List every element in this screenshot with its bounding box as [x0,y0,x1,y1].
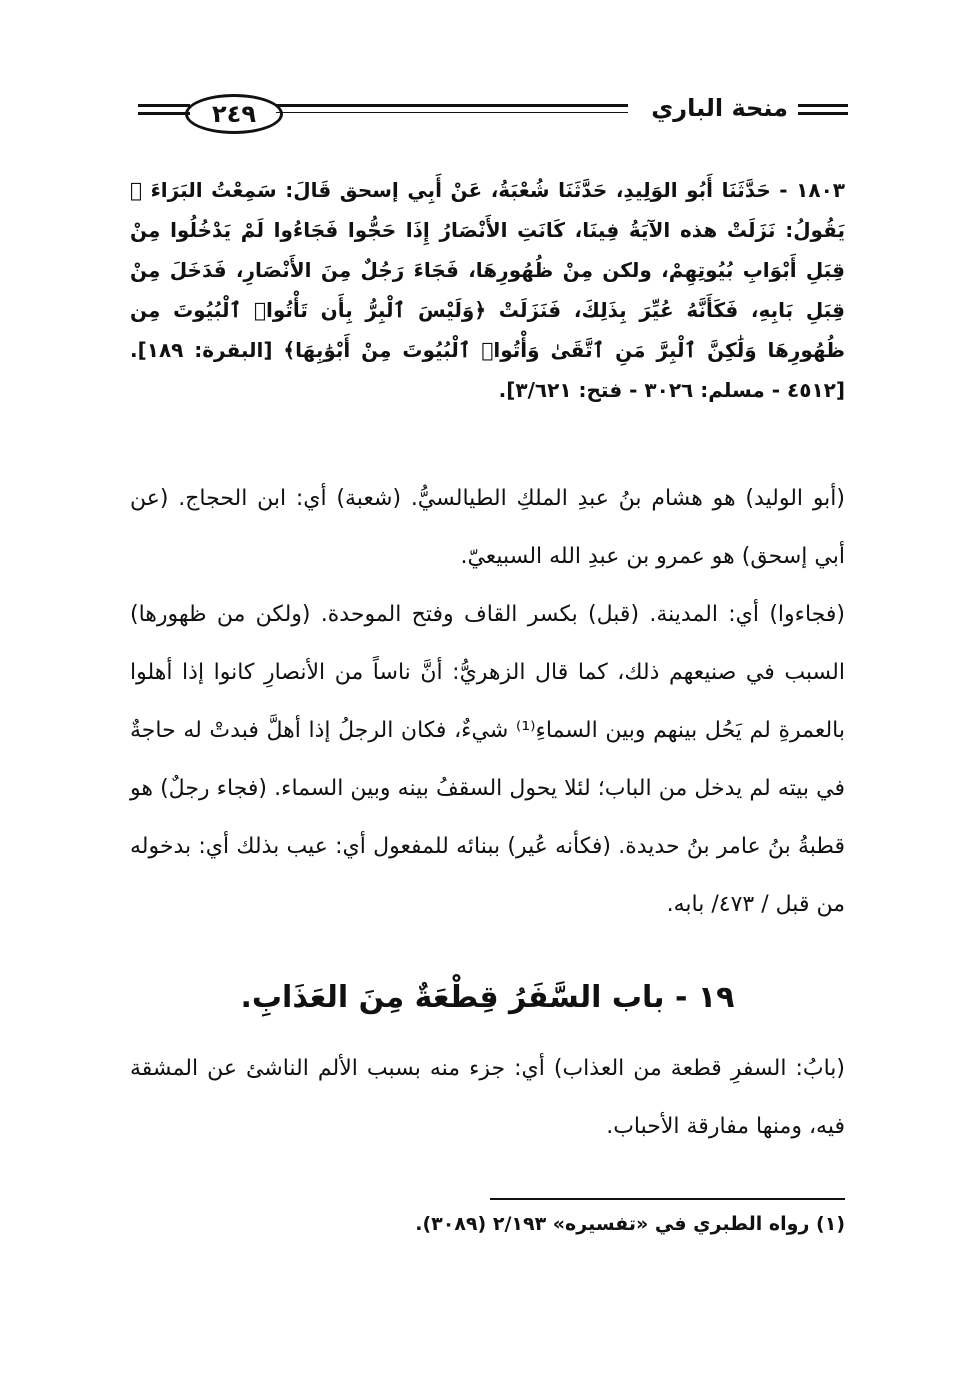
page-header [138,90,848,140]
header-rule-middle [276,104,628,107]
header-rule-middle [276,112,628,113]
commentary-paragraph: (أبو الوليد) هو هشام بنُ عبدِ الملكِ الطيالسيُّ. (شعبة) أي: ابن الحجاج. (عن أبي إسحق) هو عمرو بن عبدِ الله السبيعيّ. [130,486,845,569]
commentary [130,470,845,934]
header-rule-right [798,112,848,115]
page-number: ٢٤٩ [185,94,283,134]
hadith-text: ١٨٠٣ - حَدَّثَنَا أَبُو الوَلِيدِ، حَدَّثَنَا شُعْبَةُ، عَنْ أَبِي إسحق قَالَ: سَمِعْتُ البَرَاءَ ﷺ يَقُولُ: نَزَلَتْ هذه الآيَةُ فِينَا، كَانَتِ الأَنْصَارُ إِذَا حَجُّوا فَجَاءُوا لَمْ يَدْخُلُوا مِنْ قِبَلِ أَبْوَابِ بُيُوتِهِمْ، ولكن مِنْ ظُهُورِهَا، فَجَاءَ رَجُلٌ مِنَ الأَنْصَارِ، فَدَخَلَ مِنْ قِبَلِ بَابِهِ، فَكَأَنَّهُ عُيِّرَ بِذَلِكَ، فَنَزَلَتْ ﴿وَلَيْسَ ٱلْبِرُّ بِأَن تَأْتُوا۟ ٱلْبُيُوتَ مِن ظُهُورِهَا وَلَٰكِنَّ ٱلْبِرَّ مَنِ ٱتَّقَىٰ وَأْتُوا۟ ٱلْبُيُوتَ مِنْ أَبْوَٰبِهَا﴾ [البقرة: ١٨٩]. [٤٥١٢ - مسلم: ٣٠٢٦ - فتح: ٣/٦٢١]. [130,178,845,402]
book-title: منحة الباري [651,94,788,122]
header-rule-right [798,104,848,107]
header-rule-left [138,112,190,115]
commentary-paragraph: (فجاءوا) أي: المدينة. (قبل) بكسر القاف وفتح الموحدة. (ولكن من ظهورها) السبب في صنيعهم ذلك، كما قال الزهريُّ: أنَّ ناساً من الأنصارِ كانوا إذا أهلوا بالعمرةِ لم يَحُل بينهم وبين السماءِ⁽¹⁾ شيءٌ، فكان الرجلُ إذا أهلَّ فبدتْ له حاجةٌ في بيته لم يدخل من الباب؛ لئلا يحول السقفُ بينه وبين السماء. (فجاء رجلٌ) هو قطبةُ بنُ عامر بنُ حديدة. (فكأنه عُير) ببنائه للمفعول أي: عيب بذلك أي: بدخوله من قبل / ٤٧٣/ بابه. [130,602,846,917]
chapter-heading: ١٩ - باب السَّفَرُ قِطْعَةٌ مِنَ العَذَابِ. [240,980,735,1015]
header-rule-left [138,104,190,107]
chapter-commentary: (بابُ: السفرِ قطعة من العذاب) أي: جزء منه بسبب الألم الناشئ عن المشقة فيه، ومنها مفارقة الأحباب. [130,1056,845,1139]
footnote: (١) رواه الطبري في «تفسيره» ٢/١٩٣ (٣٠٨٩). [415,1213,845,1235]
footnote-divider [490,1198,845,1200]
